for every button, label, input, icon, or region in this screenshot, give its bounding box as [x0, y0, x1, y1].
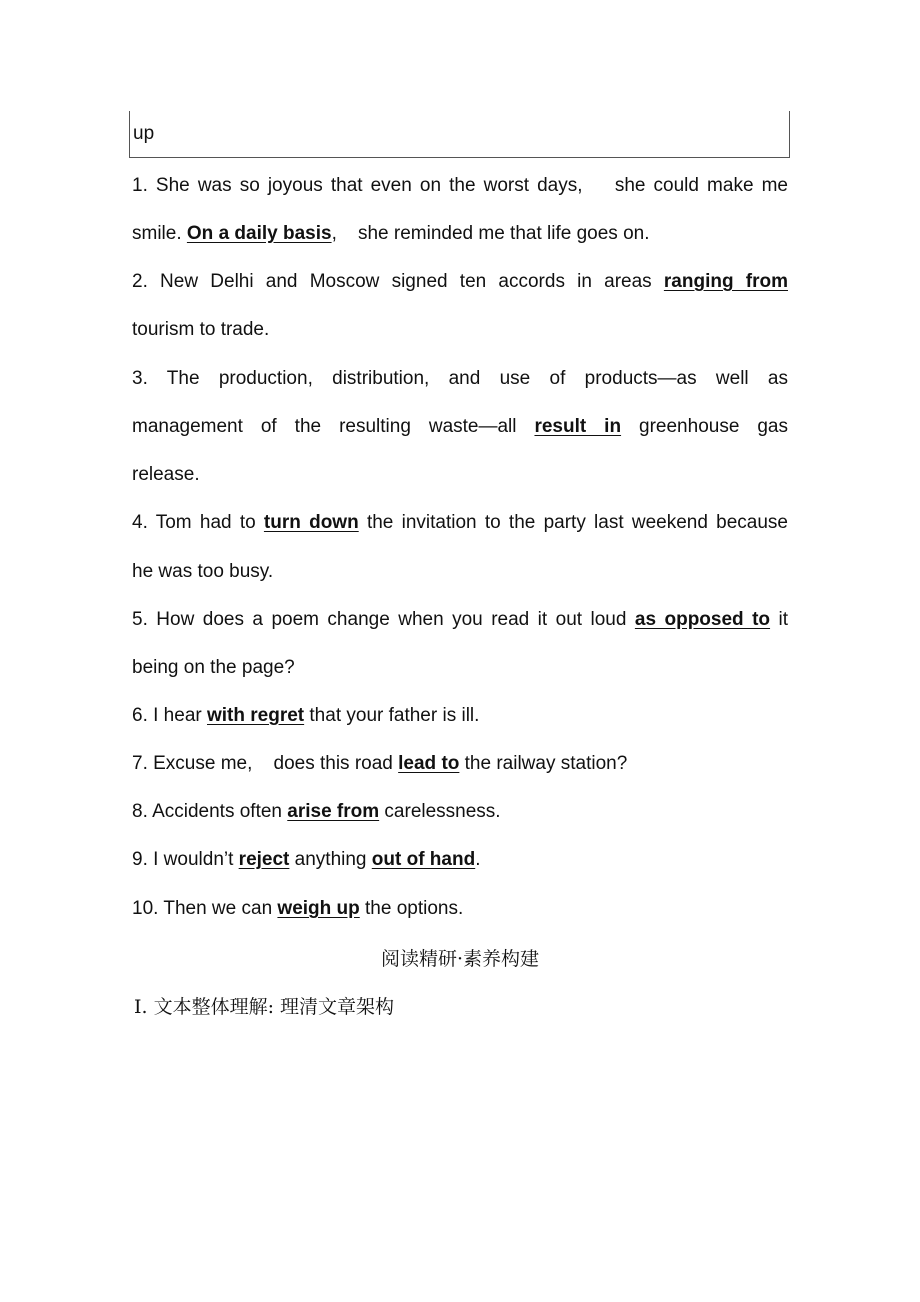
text-run: the invitation to the party last weekend because [358, 512, 789, 533]
item-4-line-1 [132, 511, 788, 535]
text-run: carelessness. [379, 801, 501, 822]
text-run: greenhouse gas [621, 416, 788, 437]
item-3-line-2 [132, 415, 788, 439]
text-run: anything [289, 849, 372, 870]
item-7-line-1 [132, 752, 788, 776]
item-1-line-2 [132, 222, 788, 246]
text-run: 7. Excuse me, does this road [132, 753, 399, 774]
item-10-line-1 [132, 897, 788, 921]
key-phrase: result in [534, 416, 622, 437]
text-run: that your father is ill. [304, 705, 480, 726]
key-phrase: ranging from [663, 271, 788, 292]
text-run: release. [132, 464, 200, 485]
key-phrase: lead to [398, 753, 460, 774]
item-9-line-1 [132, 848, 788, 872]
table-fragment [129, 111, 790, 158]
item-5-line-2 [132, 656, 788, 680]
text-run: being on the page? [132, 657, 295, 678]
item-6-line-1 [132, 704, 788, 728]
subsection-heading: Ⅰ. 文本整体理解: 理清文章架构 [134, 996, 395, 1018]
item-4-line-2 [132, 560, 788, 584]
text-run: 9. I wouldn’t [132, 849, 239, 870]
text-run: 2. New Delhi and Moscow signed ten accords in areas [132, 271, 664, 292]
key-phrase: out of hand [371, 849, 476, 870]
item-3-line-1 [132, 367, 788, 391]
text-run: management of the resulting waste—all [132, 416, 535, 437]
text-run: he was too busy. [132, 561, 274, 582]
text-run: tourism to trade. [132, 319, 270, 340]
item-3-line-3 [132, 463, 788, 487]
item-1-line-1 [132, 174, 788, 198]
table-cell-text: up [133, 123, 155, 144]
key-phrase: arise from [287, 801, 380, 822]
item-5-line-1 [132, 608, 788, 632]
text-run: 8. Accidents often [132, 801, 288, 822]
text-run: 3. The production, distribution, and use of products—as well as [132, 368, 788, 389]
key-phrase: weigh up [277, 898, 360, 919]
section-title: 阅读精研·素养构建 [380, 948, 540, 970]
key-phrase: as opposed to [634, 609, 771, 630]
text-run: 4. Tom had to [132, 512, 264, 533]
text-run: . [475, 849, 481, 870]
item-2-line-2 [132, 318, 788, 342]
text-run: , she reminded me that life goes on. [331, 223, 650, 244]
text-run: it [770, 609, 789, 630]
key-phrase: turn down [263, 512, 359, 533]
key-phrase: reject [238, 849, 290, 870]
key-phrase: with regret [207, 705, 305, 726]
text-run: 1. She was so joyous that even on the worst days, she could make me [132, 175, 788, 196]
text-run: 10. Then we can [132, 898, 278, 919]
text-run: smile. [132, 223, 187, 244]
text-run: the railway station? [459, 753, 628, 774]
key-phrase: On a daily basis [186, 223, 332, 244]
item-2-line-1 [132, 270, 788, 294]
text-run: 5. How does a poem change when you read it out loud [132, 609, 635, 630]
text-run: 6. I hear [132, 705, 207, 726]
item-8-line-1 [132, 800, 788, 824]
text-run: the options. [359, 898, 464, 919]
